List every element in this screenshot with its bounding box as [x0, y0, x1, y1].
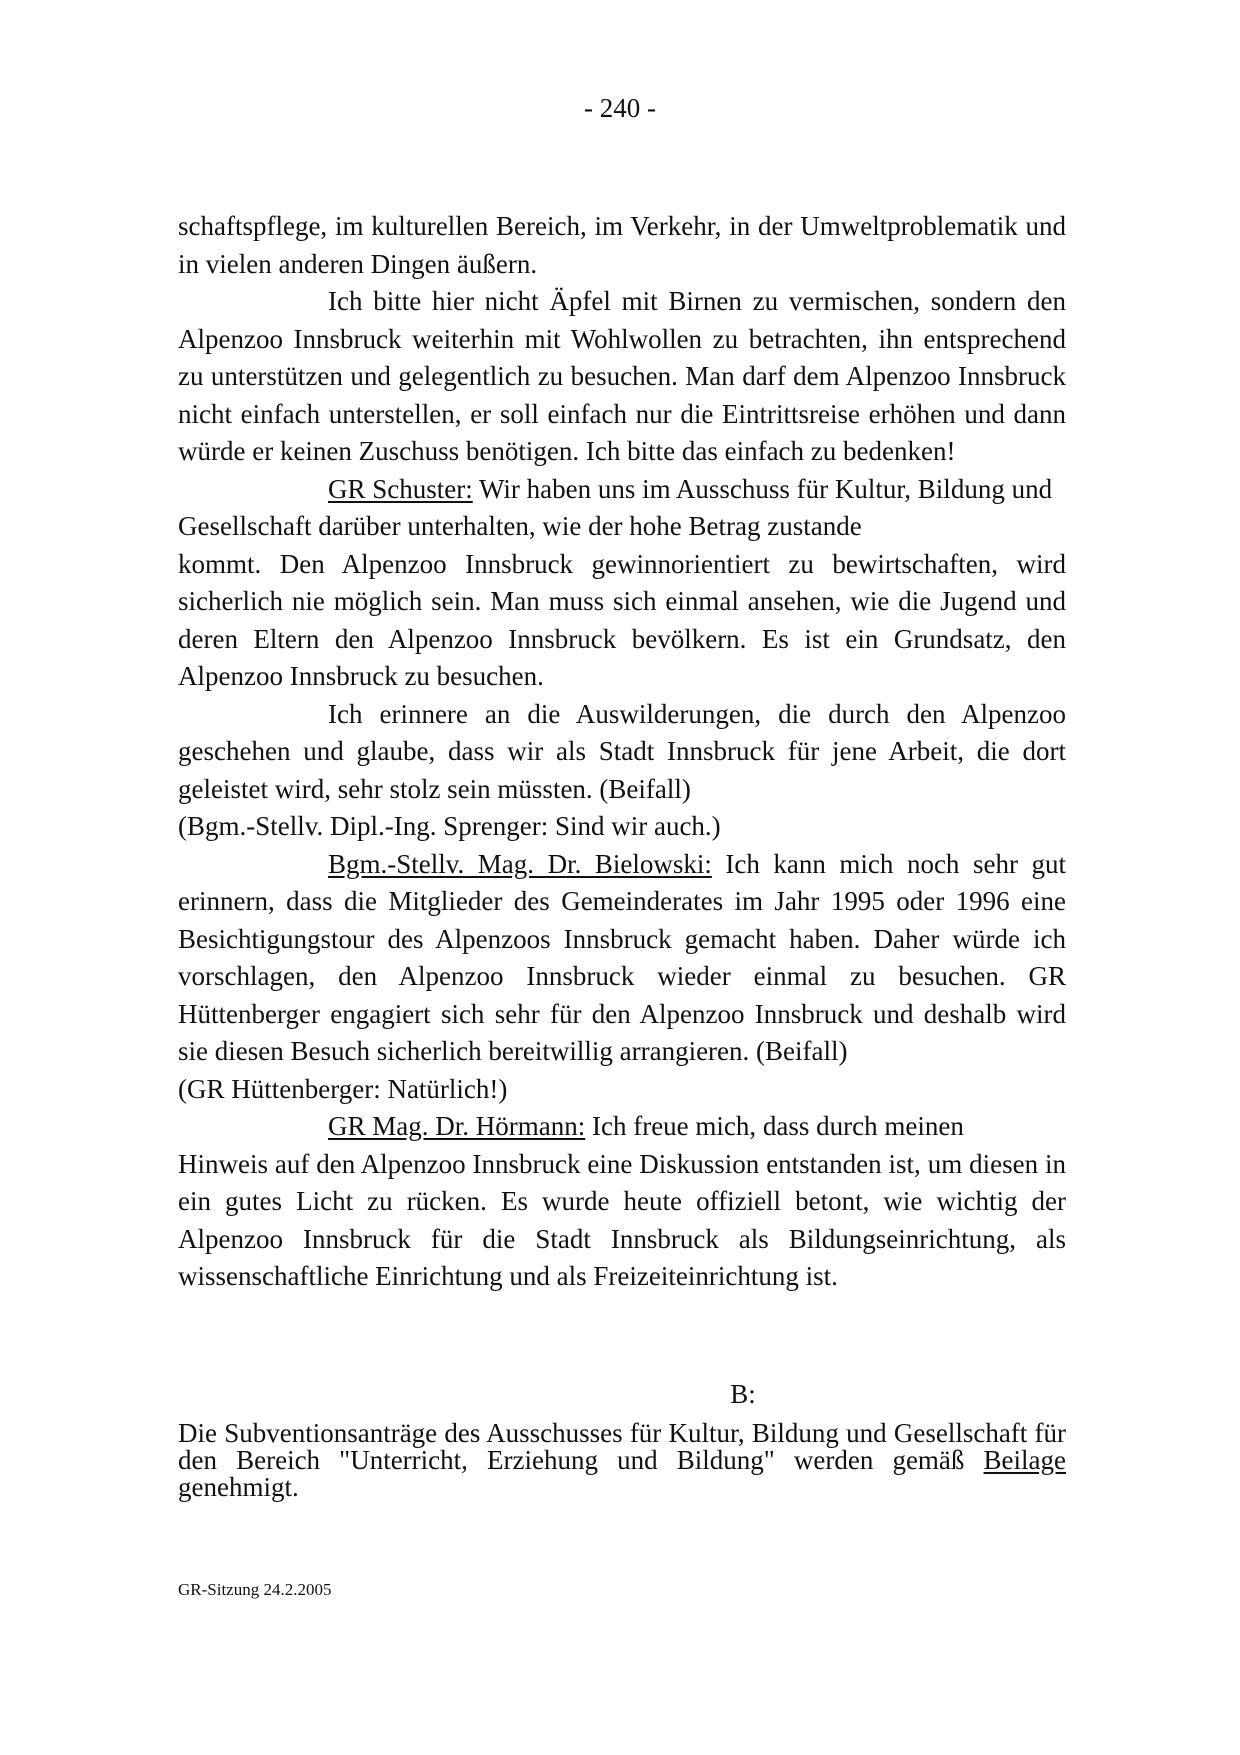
- resolution-text-before: Die Subventionsanträge des Ausschusses für Kultur, Bildung und Gesellschaft für den Bereich "Unterricht, Erziehung und Bildung" werden gemäß: [178, 1418, 1066, 1475]
- paragraph-continuation: schaftspflege, im kulturellen Bereich, im Verkehr, in der Umweltproblematik und in vielen anderen Dingen äußern.: [178, 211, 1066, 279]
- speech-text: Ich freue mich, dass durch meinen: [585, 1111, 964, 1141]
- speaker-name-schuster: GR Schuster:: [328, 473, 473, 504]
- paragraph-hoermann-body: Hinweis auf den Alpenzoo Innsbruck eine Diskussion entstanden ist, um diesen in ein gutes Licht zu rücken. Es wurde heute offiziell betont, wie wichtig der Alpenzoo Innsbruck für die Stadt Innsbruck als Bildungseinrichtung, als wissenschaftliche Einrichtung und als Freizeiteinrichtung ist.: [178, 1148, 1066, 1291]
- interjection-huettenberger: (GR Hüttenberger: Natürlich!): [178, 1073, 508, 1104]
- paragraph-apfel-birnen: Ich bitte hier nicht Äpfel mit Birnen zu vermischen, sondern den Alpenzoo Innsbruck weiterhin mit Wohlwollen zu betrachten, ihn entsprechend zu unterstützen und gelegentlich zu besuchen. Man darf dem Alpenzoo Innsbruck nicht einfach unterstellen, er soll einfach nur die Eintrittsreise erhöhen und dann würde er keinen Zuschuss benötigen. Ich bitte das einfach zu bedenken!: [178, 286, 1066, 466]
- paragraph-hoermann-intro: [178, 1108, 1066, 1146]
- resolution-text-after: genehmigt.: [178, 1472, 299, 1502]
- speaker-name-hoermann: GR Mag. Dr. Hörmann:: [328, 1111, 586, 1141]
- transcript-body: [178, 208, 1066, 1296]
- paragraph-auswilderungen: Ich erinnere an die Auswilderungen, die durch den Alpenzoo geschehen und glaube, dass wir als Stadt Innsbruck für jene Arbeit, die dort geleistet wird, sehr stolz sein müssten. (Beifall): [178, 698, 1066, 804]
- paragraph-bielowski: [178, 846, 1066, 1071]
- paragraph-schuster-intro: [178, 471, 1066, 546]
- paragraph-schuster-body: kommt. Den Alpenzoo Innsbruck gewinnorientiert zu bewirtschaften, wird sicherlich nie möglich sein. Man muss sich einmal ansehen, wie die Jugend und deren Eltern den Alpenzoo Innsbruck bevölkern. Es ist ein Grundsatz, den Alpenzoo Innsbruck zu besuchen.: [178, 548, 1066, 691]
- page-number: - 240 -: [584, 93, 656, 123]
- speech-text: Wir haben uns im Ausschuss für Kultur, Bildung und Gesellschaft darüber unterhalten, wie der hohe Betrag zustande: [178, 473, 1053, 541]
- speech-text: Ich kann mich noch sehr gut erinnern, dass die Mitglieder des Gemeinderates im Jahr 1995 oder 1996 eine Besichtigungstour des Alpenzoos Innsbruck gemacht haben. Daher würde ich vorschlagen, den Alpenzoo Innsbruck wieder einmal zu besuchen. GR Hüttenberger engagiert sich sehr für den Alpenzoo Innsbruck und deshalb wird sie diesen Besuch sicherlich bereitwillig arrangieren. (Beifall): [178, 848, 1066, 1066]
- beilage-link[interactable]: Beilage: [983, 1445, 1066, 1475]
- page-footer: GR-Sitzung 24.2.2005: [178, 1580, 332, 1599]
- speaker-name-bielowski: Bgm.-Stellv. Mag. Dr. Bielowski:: [328, 848, 712, 879]
- resolution-text: [178, 1420, 1066, 1501]
- section-label: B:: [730, 1379, 756, 1409]
- interjection-sprenger: (Bgm.-Stellv. Dipl.-Ing. Sprenger: Sind wir auch.): [178, 811, 721, 841]
